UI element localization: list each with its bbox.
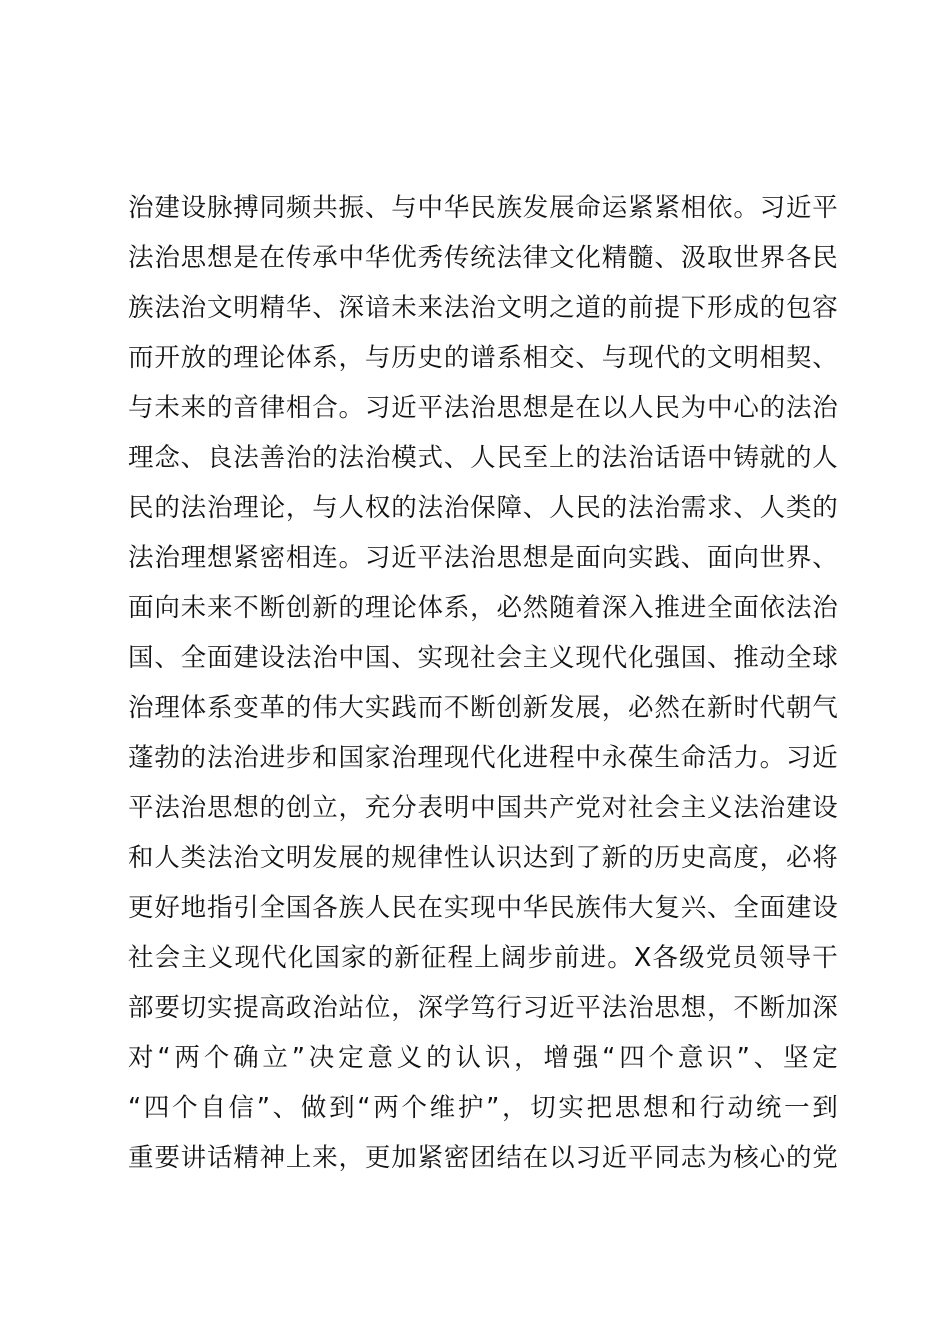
text-line-13: 平法治思想的创立，充分表明中国共产党对社会主义法治建设 <box>128 793 838 823</box>
text-line-16: 社会主义现代化国家的新征程上阔步前进。X各级党员领导干 <box>128 943 838 973</box>
text-line-18: 对“两个确立”决定意义的认识，增强“四个意识”、坚定 <box>128 1043 838 1073</box>
text-line-19: “四个自信”、做到“两个维护”，切实把思想和行动统一到 <box>128 1093 838 1123</box>
text-line-20: 重要讲话精神上来，更加紧密团结在以习近平同志为核心的党 <box>128 1143 838 1173</box>
text-line-1: 治建设脉搏同频共振、与中华民族发展命运紧紧相依。习近平 <box>128 193 838 223</box>
text-line-6: 理念、良法善治的法治模式、人民至上的法治话语中铸就的人 <box>128 443 838 473</box>
text-line-2: 法治思想是在传承中华优秀传统法律文化精髓、汲取世界各民 <box>128 243 838 273</box>
text-line-7: 民的法治理论，与人权的法治保障、人民的法治需求、人类的 <box>128 493 838 523</box>
text-line-11: 治理体系变革的伟大实践而不断创新发展，必然在新时代朝气 <box>128 693 838 723</box>
text-line-8: 法治理想紧密相连。习近平法治思想是面向实践、面向世界、 <box>128 543 838 573</box>
text-line-17: 部要切实提高政治站位，深学笃行习近平法治思想，不断加深 <box>128 993 838 1023</box>
text-line-12: 蓬勃的法治进步和国家治理现代化进程中永葆生命活力。习近 <box>128 743 838 773</box>
text-line-4: 而开放的理论体系，与历史的谱系相交、与现代的文明相契、 <box>128 343 838 373</box>
text-line-15: 更好地指引全国各族人民在实现中华民族伟大复兴、全面建设 <box>128 893 838 923</box>
text-line-3: 族法治文明精华、深谙未来法治文明之道的前提下形成的包容 <box>128 293 838 323</box>
text-line-14: 和人类法治文明发展的规律性认识达到了新的历史高度，必将 <box>128 843 838 873</box>
text-line-9: 面向未来不断创新的理论体系，必然随着深入推进全面依法治 <box>128 593 838 623</box>
body-paragraph <box>128 183 838 1183</box>
text-line-5: 与未来的音律相合。习近平法治思想是在以人民为中心的法治 <box>128 393 838 423</box>
text-line-10: 国、全面建设法治中国、实现社会主义现代化强国、推动全球 <box>128 643 838 673</box>
